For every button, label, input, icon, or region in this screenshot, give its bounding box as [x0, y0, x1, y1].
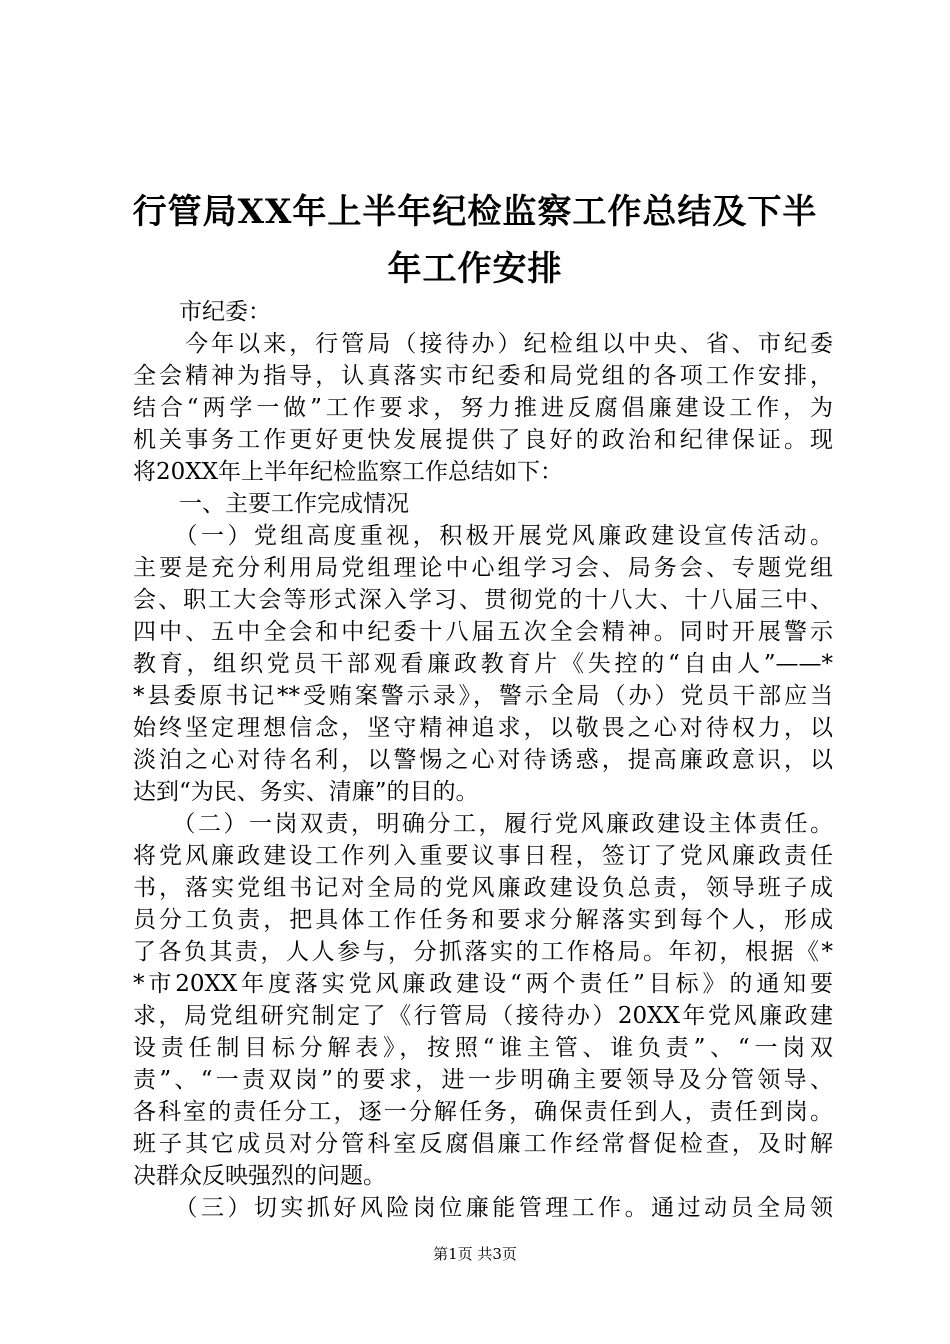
body-text-line: （二）一岗双责，明确分工，履行党风廉政建设主体责任。: [133, 811, 833, 837]
body-text-line: 设责任制目标分解表》，按照“谁主管、谁负责”、“一岗双: [133, 1035, 833, 1061]
body-text-line: 会、职工大会等形式深入学习、贯彻党的十八大、十八届三中、: [133, 587, 833, 613]
body-text-line: 四中、五中全会和中纪委十八届五次全会精神。同时开展警示: [133, 619, 833, 645]
body-text-line: 决群众反映强烈的问题。: [133, 1163, 386, 1189]
body-text-line: 市纪委：: [133, 299, 271, 325]
page-footer: 第1页 共3页: [433, 1245, 517, 1263]
body-text-line: 主要是充分利用局党组理论中心组学习会、局务会、专题党组: [133, 555, 833, 581]
body-text-line: 求，局党组研究制定了《行管局（接待办）20XX年党风廉政建: [133, 1003, 833, 1029]
body-text-line: 结合“两学一做”工作要求，努力推进反腐倡廉建设工作，为: [133, 395, 833, 421]
body-text-line: 始终坚定理想信念，坚守精神追求，以敬畏之心对待权力，以: [133, 715, 833, 741]
body-text-line: 机关事务工作更好更快发展提供了良好的政治和纪律保证。现: [133, 427, 833, 453]
body-text-line: 全会精神为指导，认真落实市纪委和局党组的各项工作安排，: [133, 363, 833, 389]
document-body: [133, 296, 833, 1224]
body-text-line: （一）党组高度重视，积极开展党风廉政建设宣传活动。: [133, 523, 833, 549]
body-text-line: 将20XX年上半年纪检监察工作总结如下：: [133, 459, 564, 485]
body-text-line: （三）切实抓好风险岗位廉能管理工作。通过动员全局领: [133, 1195, 833, 1221]
body-text-line: 将党风廉政建设工作列入重要议事日程，签订了党风廉政责任: [133, 843, 833, 869]
body-text-line: 班子其它成员对分管科室反腐倡廉工作经常督促检查，及时解: [133, 1131, 833, 1157]
document-title-line-1: 行管局XX年上半年纪检监察工作总结及下半: [132, 192, 818, 232]
body-text-line: 达到“为民、务实、清廉”的目的。: [133, 779, 479, 805]
body-text-line: 员分工负责，把具体工作任务和要求分解落实到每个人，形成: [133, 907, 833, 933]
body-text-line: 今年以来，行管局（接待办）纪检组以中央、省、市纪委: [133, 331, 833, 357]
body-text-line: 各科室的责任分工，逐一分解任务，确保责任到人，责任到岗。: [133, 1099, 833, 1125]
body-text-line: 教育，组织党员干部观看廉政教育片《失控的“自由人”——*: [133, 651, 833, 677]
body-text-line: 一、主要工作完成情况: [133, 491, 409, 517]
body-text-line: *市20XX年度落实党风廉政建设“两个责任”目标》的通知要: [133, 971, 833, 997]
body-text-line: 了各负其责，人人参与，分抓落实的工作格局。年初，根据《*: [133, 939, 833, 965]
body-text-line: 淡泊之心对待名利，以警惕之心对待诱惑，提高廉政意识，以: [133, 747, 833, 773]
body-text-line: *县委原书记**受贿案警示录》，警示全局（办）党员干部应当: [133, 683, 833, 709]
document-title-line-2: 年工作安排: [387, 249, 563, 289]
body-text-line: 书，落实党组书记对全局的党风廉政建设负总责，领导班子成: [133, 875, 833, 901]
body-text-line: 责”、“一责双岗”的要求，进一步明确主要领导及分管领导、: [133, 1067, 833, 1093]
